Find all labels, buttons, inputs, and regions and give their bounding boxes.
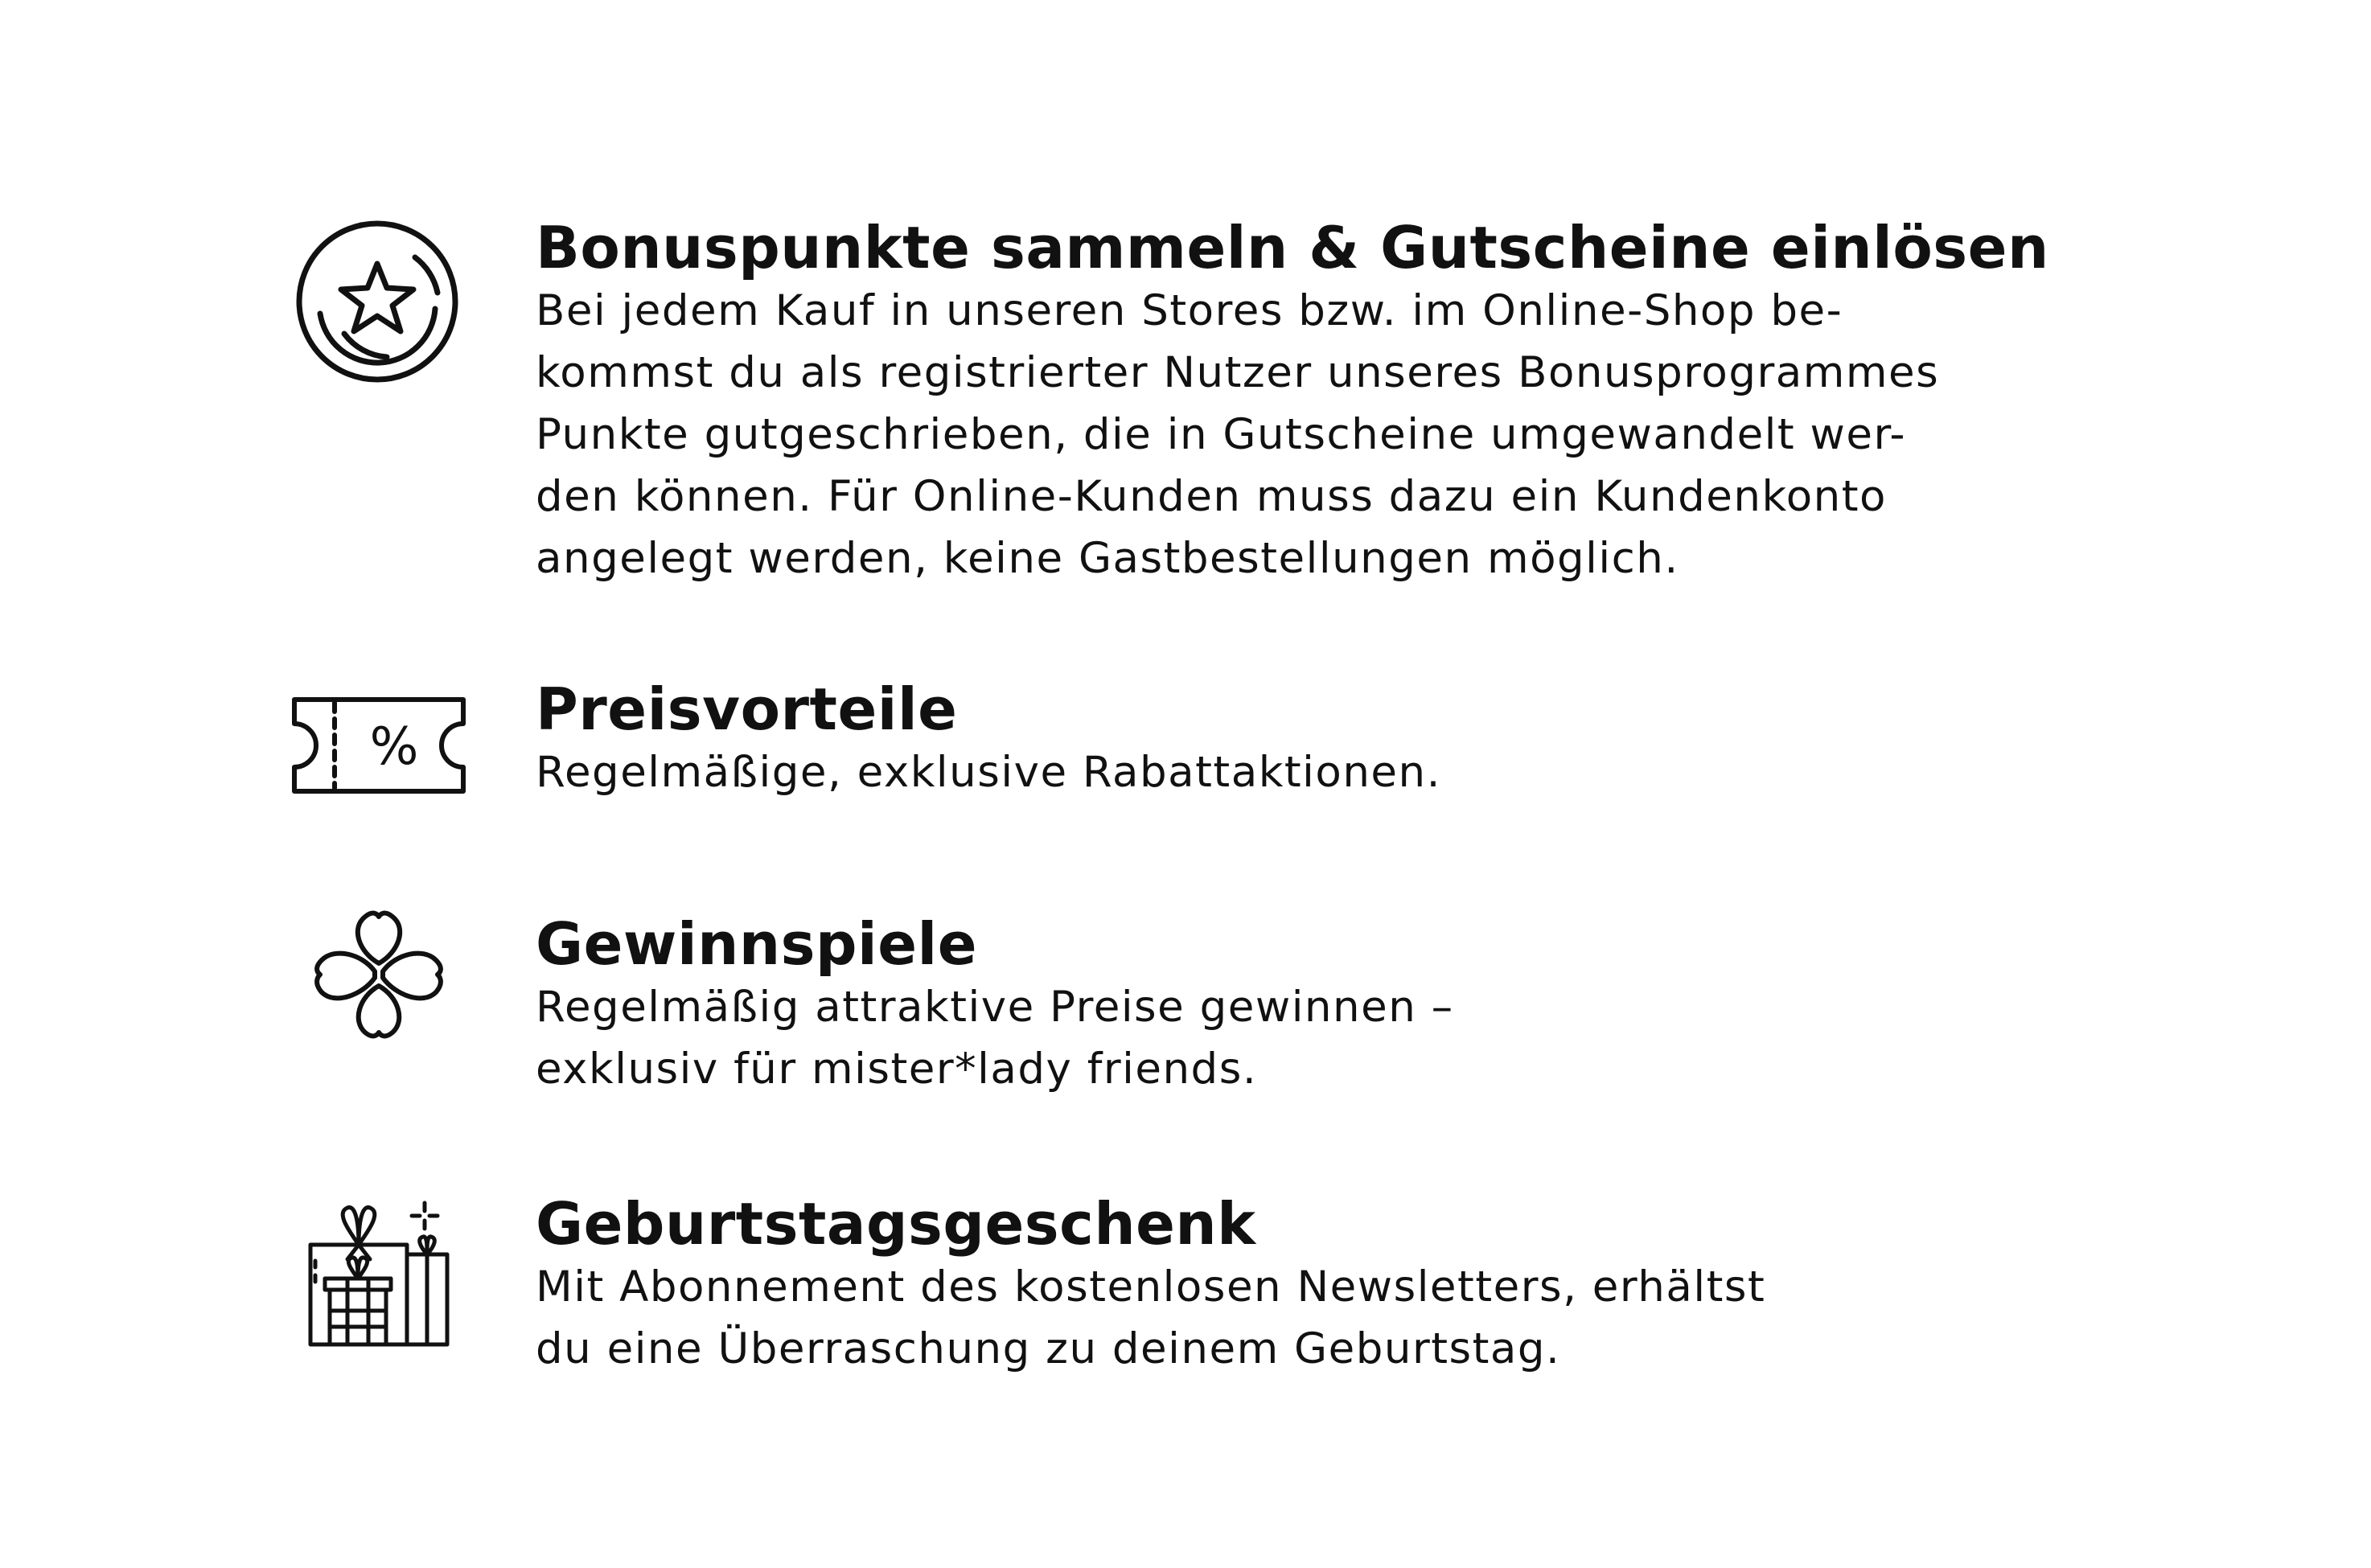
benefit-title: Gewinnspiele — [536, 910, 978, 978]
benefit-title: Bonuspunkte sammeln & Gutscheine einlösen — [536, 214, 2049, 281]
description-line: exklusiv für mister*lady friends. — [536, 1045, 1258, 1094]
benefit-title: Geburtstagsgeschenk — [536, 1190, 1256, 1258]
benefit-description — [536, 1256, 2176, 1380]
description-line: Punkte gutgeschrieben, die in Gutscheine umgewandelt wer- — [536, 410, 1907, 459]
ticket-percent-symbol: % — [369, 717, 419, 777]
gift-boxes-icon — [302, 1198, 455, 1351]
star-coin-icon — [294, 219, 460, 384]
benefit-title: Preisvorteile — [536, 675, 958, 743]
description-line: Regelmäßige, exklusive Rabattaktionen. — [536, 748, 1441, 797]
description-line: Mit Abonnement des kostenlosen Newsletters, erhältst — [536, 1262, 1766, 1311]
description-line: kommst du als registrierter Nutzer unseres Bonusprogrammes — [536, 348, 1940, 397]
description-line: angelegt werden, keine Gastbestellungen möglich. — [536, 534, 1679, 583]
four-leaf-clover-icon — [302, 905, 455, 1045]
description-line: du eine Überraschung zu deinem Geburtstag. — [536, 1324, 1561, 1373]
description-line: Bei jedem Kauf in unseren Stores bzw. im Online-Shop be- — [536, 286, 1843, 335]
percent-ticket-icon — [286, 693, 471, 798]
benefit-description — [536, 976, 2176, 1100]
benefit-description — [536, 741, 2176, 803]
benefit-description — [536, 280, 2176, 589]
description-line: Regelmäßig attraktive Preise gewinnen – — [536, 983, 1454, 1032]
description-line: den können. Für Online-Kunden muss dazu ein Kundenkonto — [536, 472, 1887, 521]
